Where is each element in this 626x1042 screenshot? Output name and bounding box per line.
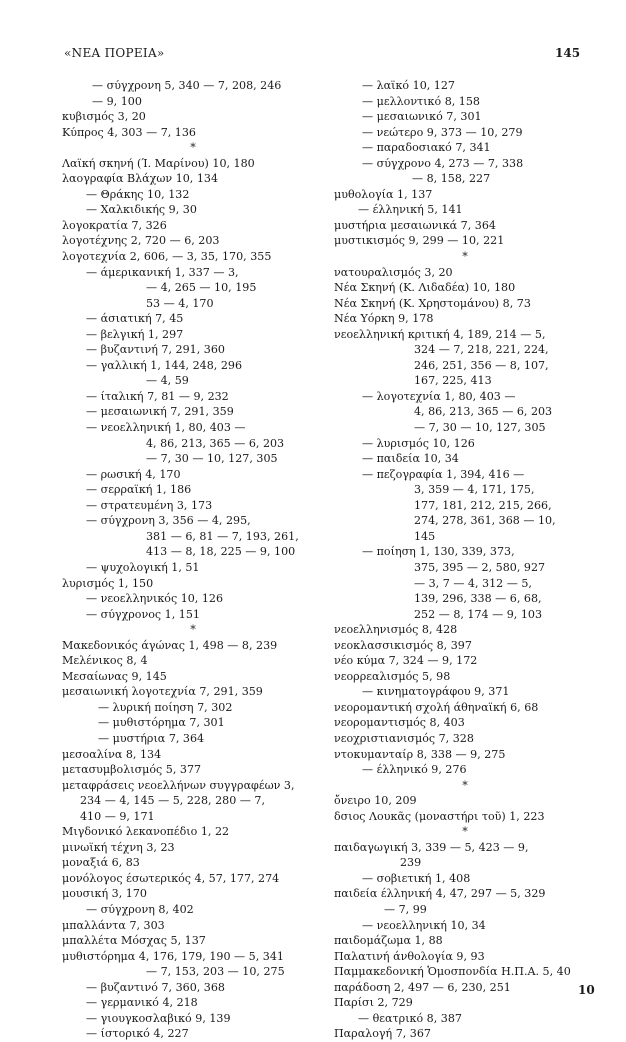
index-entry: μπαλλέτα Μόσχας 5, 137 bbox=[62, 934, 206, 948]
index-entry: μυθιστόρημα 4, 176, 179, 190 — 5, 341 bbox=[62, 949, 284, 963]
index-entry: — γερμανικό 4, 218 bbox=[86, 996, 198, 1010]
index-entry: — 7, 30 — 10, 127, 305 bbox=[414, 421, 546, 435]
index-entry: — λογοτεχνία 1, 80, 403 — bbox=[362, 389, 516, 403]
index-entry: παράδοση 2, 497 — 6, 230, 251 bbox=[334, 980, 511, 994]
index-entry: μονόλογος έσωτερικός 4, 57, 177, 274 bbox=[62, 871, 280, 885]
index-entry: — έλληνική 5, 141 bbox=[358, 203, 463, 217]
index-entry: νεοχριστιανισμός 7, 328 bbox=[334, 731, 474, 745]
index-entry: 274, 278, 361, 368 — 10, bbox=[414, 514, 556, 528]
index-entry: Νέα Σκηνή (Κ. Λιδαδέα) 10, 180 bbox=[334, 281, 516, 295]
index-entry: — νεοελληνική 10, 34 bbox=[362, 918, 486, 932]
index-entry: μεσαιωνική λογοτεχνία 7, 291, 359 bbox=[62, 685, 263, 699]
index-entry: — άμερικανική 1, 337 — 3, bbox=[86, 265, 239, 279]
index-entry: — Χαλκιδικής 9, 30 bbox=[86, 203, 197, 217]
index-entry: Παραλογή 7, 367 bbox=[334, 1027, 431, 1041]
index-entry: — σερραϊκή 1, 186 bbox=[86, 483, 192, 497]
index-entry: — ίταλική 7, 81 — 9, 232 bbox=[86, 389, 229, 403]
index-entry: — λυρισμός 10, 126 bbox=[362, 436, 475, 450]
index-entry: μυστικισμός 9, 299 — 10, 221 bbox=[334, 234, 505, 248]
index-entry: — μυστήρια 7, 364 bbox=[98, 731, 205, 745]
index-entry: 4, 86, 213, 365 — 6, 203 bbox=[414, 405, 553, 419]
index-entry: — έλληνικό 9, 276 bbox=[362, 763, 467, 777]
index-entry: — 8, 158, 227 bbox=[412, 172, 491, 186]
index-entry: — λαϊκό 10, 127 bbox=[362, 79, 455, 92]
index-entry: 3, 359 — 4, 171, 175, bbox=[414, 483, 535, 497]
index-entry: νεορομαντισμός 8, 403 bbox=[334, 716, 465, 730]
index-entry: μεσοαλίνα 8, 134 bbox=[62, 747, 162, 761]
index-entry: — λυρική ποίηση 7, 302 bbox=[98, 700, 233, 714]
index-entry: Μεσαίωνας 9, 145 bbox=[62, 669, 167, 683]
index-entry: — σύγχρονη 8, 402 bbox=[86, 902, 194, 916]
section-separator: * bbox=[462, 250, 468, 264]
index-entry: 252 — 8, 174 — 9, 103 bbox=[414, 607, 543, 621]
index-entry: — μεσαιωνική 7, 291, 359 bbox=[86, 405, 234, 419]
index-entry: Λαϊκή σκηνή (Ί. Μαρίνου) 10, 180 bbox=[62, 156, 255, 170]
index-entry: — θεατρικό 8, 387 bbox=[358, 1011, 462, 1025]
index-entry: 167, 225, 413 bbox=[414, 374, 492, 388]
index-entry: Νέα Σκηνή (Κ. Χρηστομάνου) 8, 73 bbox=[334, 296, 531, 310]
index-entry: λογοτέχνης 2, 720 — 6, 203 bbox=[62, 234, 220, 248]
index-entry: ντοκυμανταίρ 8, 338 — 9, 275 bbox=[334, 747, 506, 761]
index-entry: — σύγχρονος 1, 151 bbox=[86, 607, 200, 621]
index-entry: — 3, 7 — 4, 312 — 5, bbox=[414, 576, 532, 590]
index-entry: μετασυμβολισμός 5, 377 bbox=[62, 763, 202, 777]
index-entry: Μακεδονικός άγώνας 1, 498 — 8, 239 bbox=[62, 638, 278, 652]
index-entry: παιδαγωγική 3, 339 — 5, 423 — 9, bbox=[334, 840, 529, 854]
index-entry: Νέα Υόρκη 9, 178 bbox=[334, 312, 434, 326]
signature-mark: 10 bbox=[578, 983, 595, 997]
index-column-left bbox=[62, 78, 324, 1042]
index-entry: 234 — 4, 145 — 5, 228, 280 — 7, bbox=[80, 794, 265, 808]
index-entry: νεοελληνική κριτική 4, 189, 214 — 5, bbox=[334, 327, 546, 341]
index-entry: — ρωσική 4, 170 bbox=[86, 467, 181, 481]
index-entry: — σοβιετική 1, 408 bbox=[362, 871, 471, 885]
index-entry: — κινηματογράφου 9, 371 bbox=[362, 685, 510, 699]
index-entry: 375, 395 — 2, 580, 927 bbox=[414, 560, 546, 574]
index-entry: — 4, 59 bbox=[146, 374, 189, 388]
index-entry: 139, 296, 338 — 6, 68, bbox=[414, 592, 542, 606]
index-entry: 177, 181, 212, 215, 266, bbox=[414, 498, 552, 512]
index-entry: — βυζαντινό 7, 360, 368 bbox=[86, 980, 225, 994]
section-separator: * bbox=[190, 141, 196, 155]
index-entry: μοναξιά 6, 83 bbox=[62, 856, 140, 870]
index-entry: 53 — 4, 170 bbox=[146, 296, 214, 310]
index-entry: — 7, 99 bbox=[384, 902, 427, 916]
index-entry: — 7, 30 — 10, 127, 305 bbox=[146, 452, 278, 466]
index-entry: — βελγική 1, 297 bbox=[86, 327, 184, 341]
index-entry: Παρίσι 2, 729 bbox=[334, 996, 413, 1010]
index-entry: μπαλλάντα 7, 303 bbox=[62, 918, 165, 932]
index-entry: μινωϊκή τέχνη 3, 23 bbox=[62, 840, 175, 854]
index-entry: μυθολογία 1, 137 bbox=[334, 187, 433, 201]
index-entry: λογοκρατία 7, 326 bbox=[62, 218, 167, 232]
index-entry: — άσιατική 7, 45 bbox=[86, 312, 184, 326]
index-entry: νατουραλισμός 3, 20 bbox=[334, 265, 453, 279]
index-entry: δσιος Λουκᾶς (μοναστήρι τοῦ) 1, 223 bbox=[334, 809, 545, 823]
index-entry: παιδομάζωμα 1, 88 bbox=[334, 934, 443, 948]
index-entry: κυβισμός 3, 20 bbox=[62, 110, 146, 124]
index-entry: — νεώτερο 9, 373 — 10, 279 bbox=[362, 125, 523, 139]
section-separator: * bbox=[190, 623, 196, 637]
index-entry: — γιουγκοσλαβικό 9, 139 bbox=[86, 1011, 231, 1025]
index-entry: 239 bbox=[400, 856, 422, 870]
index-entry: νεοκλασσικισμός 8, 397 bbox=[334, 638, 472, 652]
index-entry: — 7, 153, 203 — 10, 275 bbox=[146, 965, 285, 979]
index-entry: — παραδοσιακό 7, 341 bbox=[362, 141, 491, 155]
running-header-title: «ΝΕΑ ΠΟΡΕΙΑ» bbox=[64, 46, 165, 60]
index-entry: 410 — 9, 171 bbox=[80, 809, 155, 823]
index-entry: — νεοελληνική 1, 80, 403 — bbox=[86, 421, 246, 435]
index-entry: 324 — 7, 218, 221, 224, bbox=[414, 343, 549, 357]
index-entry: — παιδεία 10, 34 bbox=[362, 452, 459, 466]
index-entry: — ίστορικό 4, 227 bbox=[86, 1027, 189, 1041]
index-entry: — στρατευμένη 3, 173 bbox=[86, 498, 213, 512]
index-entry: — νεοελληνικός 10, 126 bbox=[86, 592, 224, 606]
index-entry: 145 bbox=[414, 529, 436, 543]
index-entry: — μελλοντικό 8, 158 bbox=[362, 94, 480, 108]
index-entry: — Θράκης 10, 132 bbox=[86, 187, 190, 201]
index-entry: νέο κύμα 7, 324 — 9, 172 bbox=[334, 654, 478, 668]
index-column-right bbox=[334, 78, 596, 1042]
index-entry: — γαλλική 1, 144, 248, 296 bbox=[86, 358, 243, 372]
index-entry: ὄνειρο 10, 209 bbox=[334, 794, 417, 808]
section-separator: * bbox=[462, 825, 468, 839]
index-entry: μουσική 3, 170 bbox=[62, 887, 147, 901]
index-entry: Κύπρος 4, 303 — 7, 136 bbox=[62, 125, 196, 139]
index-entry: λαογραφία Βλάχων 10, 134 bbox=[62, 172, 219, 186]
index-entry: μεταφράσεις νεοελλήνων συγγραφέων 3, bbox=[62, 778, 295, 792]
page-number: 145 bbox=[555, 46, 581, 60]
index-entry: 4, 86, 213, 365 — 6, 203 bbox=[146, 436, 285, 450]
index-entry: λογοτεχνία 2, 606, — 3, 35, 170, 355 bbox=[62, 250, 272, 264]
index-entry: Παλατινή άνθολογία 9, 93 bbox=[334, 949, 485, 963]
index-entry: 381 — 6, 81 — 7, 193, 261, bbox=[146, 529, 299, 543]
index-entry: — βυζαντινή 7, 291, 360 bbox=[86, 343, 225, 357]
index-entry: παιδεία έλληνική 4, 47, 297 — 5, 329 bbox=[334, 887, 546, 901]
index-entry: Παμμακεδονική Ὁμοσπονδία Η.Π.Α. 5, 40 bbox=[334, 965, 571, 979]
index-entry: — μυθιστόρημα 7, 301 bbox=[98, 716, 225, 730]
index-entry: Μελένικος 8, 4 bbox=[62, 654, 148, 668]
index-entry: — ποίηση 1, 130, 339, 373, bbox=[362, 545, 515, 559]
section-separator: * bbox=[462, 778, 468, 792]
index-entry: — σύγχρονο 4, 273 — 7, 338 bbox=[362, 156, 524, 170]
index-entry: — σύγχρονη 5, 340 — 7, 208, 246 bbox=[92, 79, 282, 92]
index-entry: 413 — 8, 18, 225 — 9, 100 bbox=[146, 545, 296, 559]
index-entry: — μεσαιωνικό 7, 301 bbox=[362, 110, 482, 124]
index-entry: νεορομαντική σχολή άθηναϊκή 6, 68 bbox=[334, 700, 539, 714]
index-entry: 246, 251, 356 — 8, 107, bbox=[414, 358, 549, 372]
index-entry: — σύγχρονη 3, 356 — 4, 295, bbox=[86, 514, 251, 528]
index-entry: Μιγδονικό λεκανοπέδιο 1, 22 bbox=[62, 825, 230, 839]
index-entry: λυρισμός 1, 150 bbox=[62, 576, 154, 590]
index-entry: — πεζογραφία 1, 394, 416 — bbox=[362, 467, 525, 481]
index-entry: — 4, 265 — 10, 195 bbox=[146, 281, 257, 295]
index-entry: νεορρεαλισμός 5, 98 bbox=[334, 669, 451, 683]
index-entry: — 9, 100 bbox=[92, 94, 142, 108]
index-entry: μυστήρια μεσαιωνικά 7, 364 bbox=[334, 218, 496, 232]
index-entry: — ψυχολογική 1, 51 bbox=[86, 560, 200, 574]
index-entry: νεοελληνισμός 8, 428 bbox=[334, 623, 458, 637]
